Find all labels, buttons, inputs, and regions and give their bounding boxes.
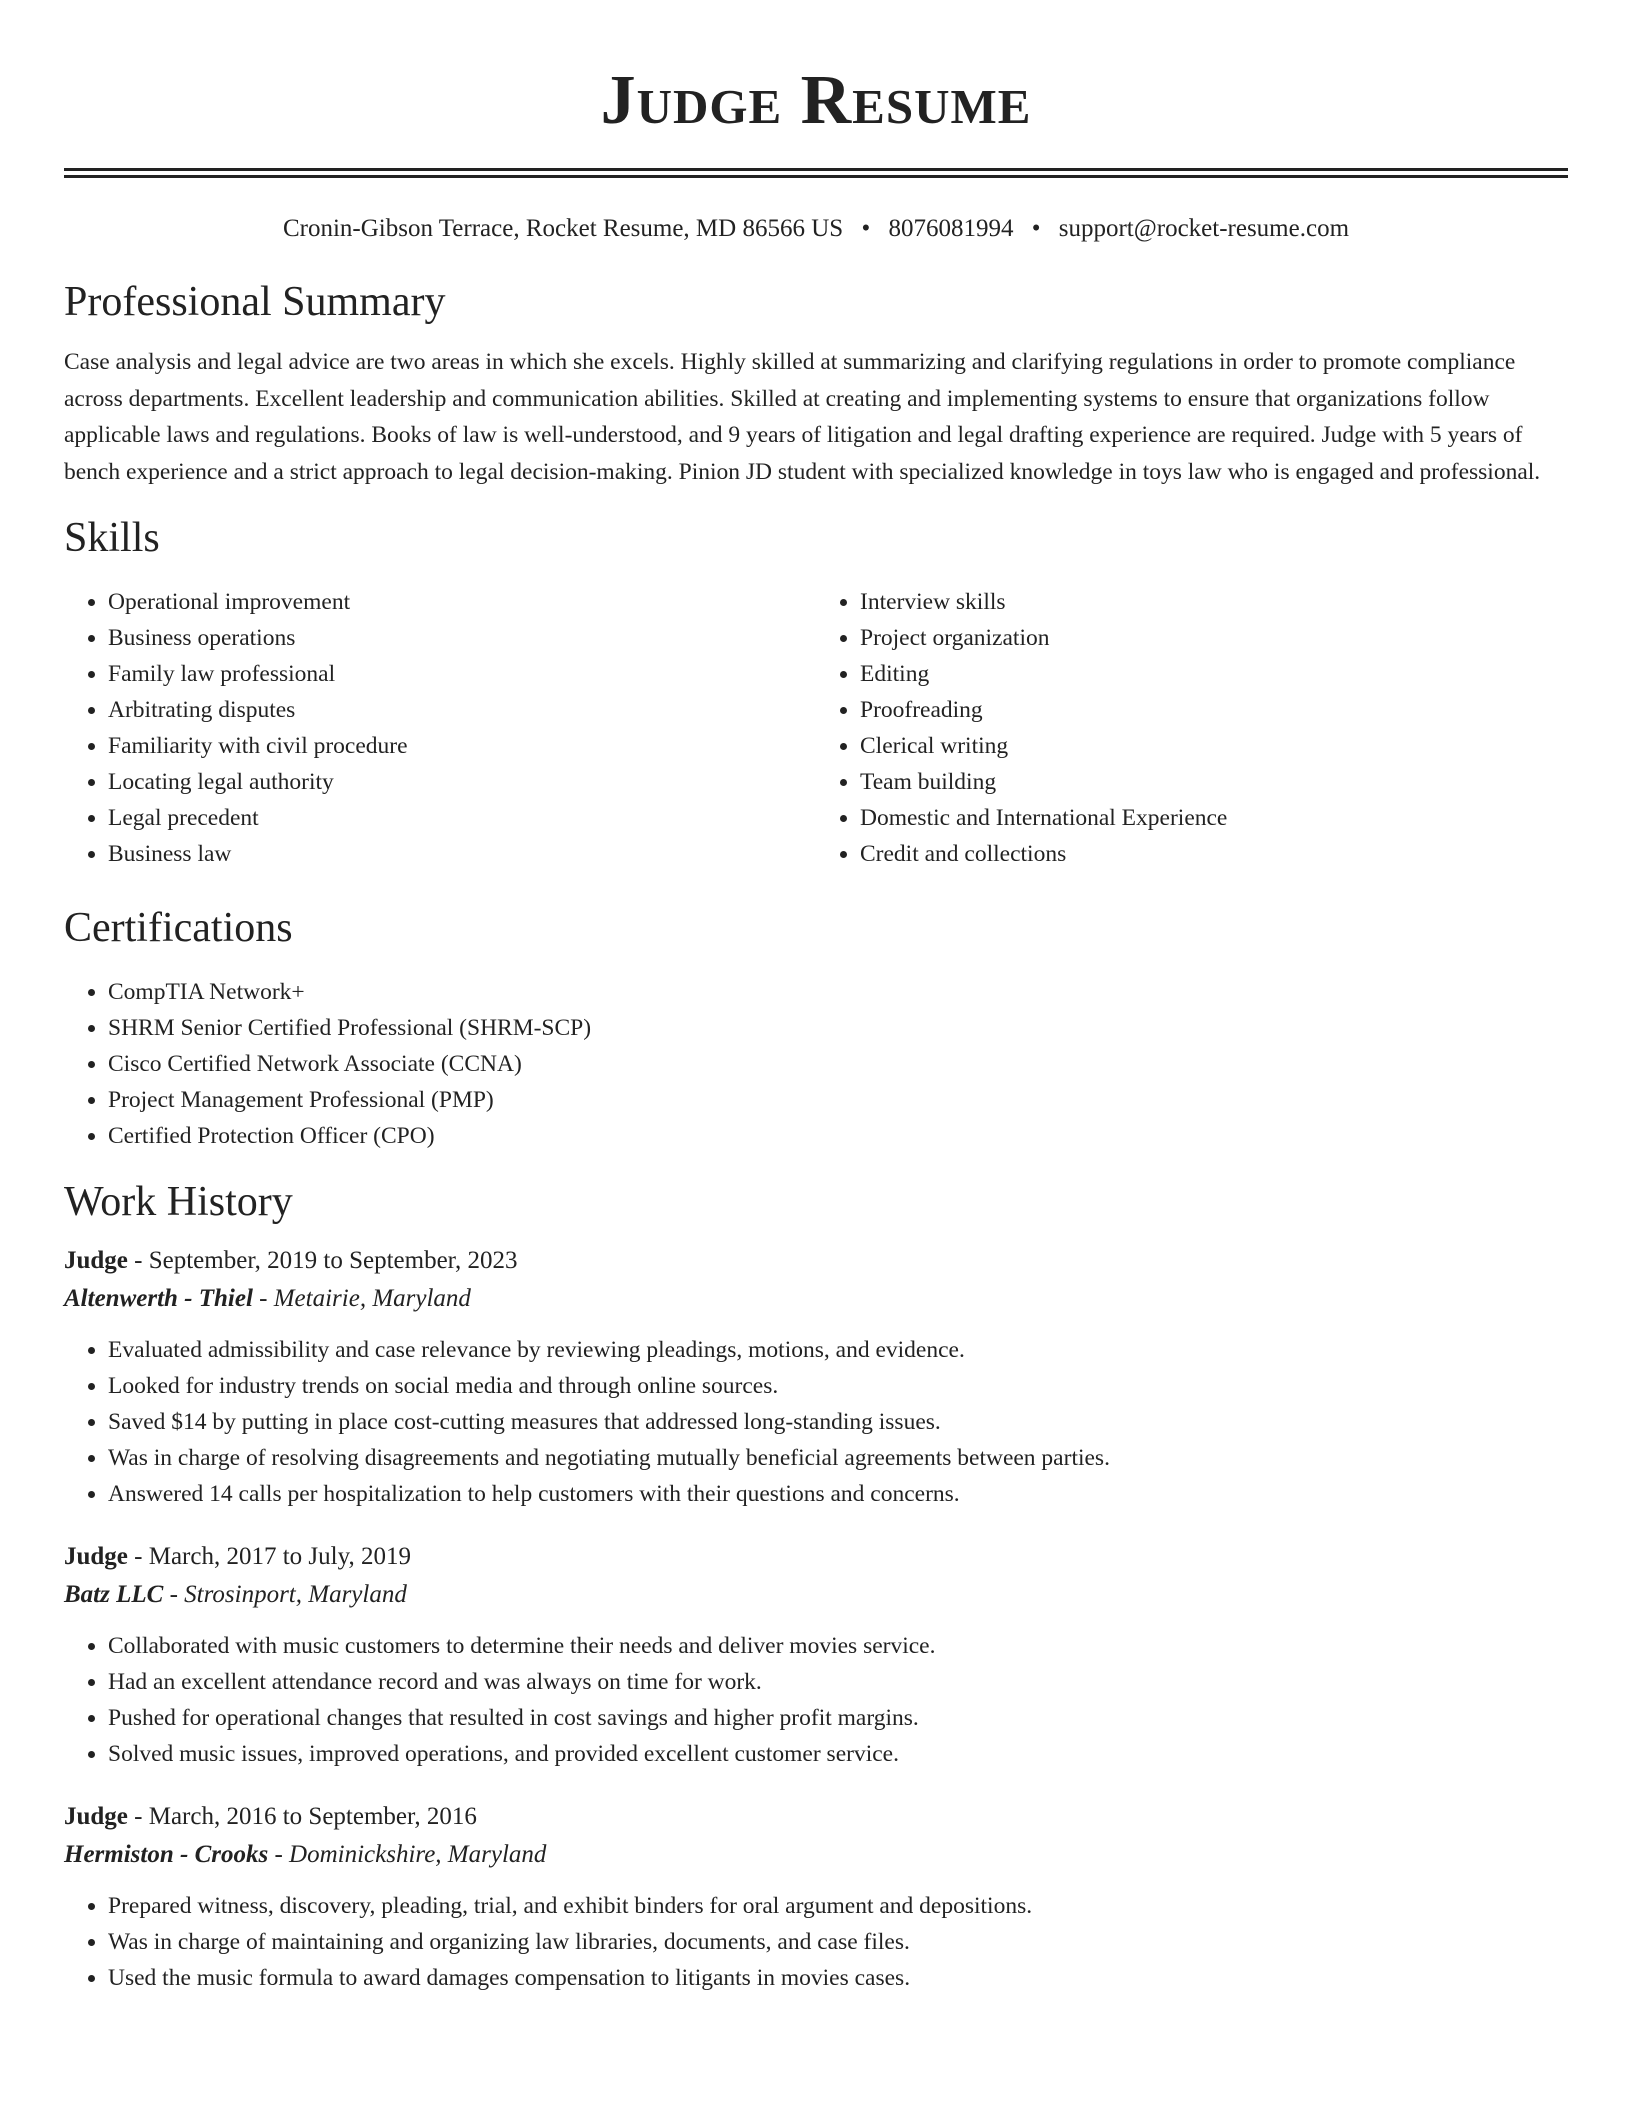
certification-item: • CompTIA Network+ — [108, 974, 1568, 1010]
skill-item: • Family law professional — [108, 656, 816, 692]
job-bullets — [64, 1628, 1568, 1772]
job-bullet: • Was in charge of resolving disagreements and negotiating mutually beneficial agreements between parties. — [108, 1440, 1568, 1476]
contact-phone: 8076081994 — [888, 215, 1014, 242]
skill-item: • Familiarity with civil procedure — [108, 728, 816, 764]
job-company-line — [64, 1836, 1568, 1874]
job-bullet: • Looked for industry trends on social media and through online sources. — [108, 1368, 1568, 1404]
job-company-line — [64, 1576, 1568, 1614]
job-entry — [64, 1798, 1568, 1996]
certification-item: • SHRM Senior Certified Professional (SHRM-SCP) — [108, 1010, 1568, 1046]
resume-title: Judge Resume — [600, 62, 1032, 139]
skill-item: • Editing — [860, 656, 1568, 692]
job-bullet: • Was in charge of maintaining and organizing law libraries, documents, and case files. — [108, 1924, 1568, 1960]
skills-list-left — [64, 584, 816, 872]
job-title-line — [64, 1798, 1568, 1836]
skill-item: • Arbitrating disputes — [108, 692, 816, 728]
skills-columns — [64, 584, 1568, 872]
summary-text: Case analysis and legal advice are two areas in which she excels. Highly skilled at summarizing and clarifying regulations in order to promote compliance across departments. Excellent leadership and communication abilities. Skilled at creating and implementing systems to ensure that organizations follow applicable laws and regulations. Books of law is well-understood, and 9 years of litigation and legal drafting experience are required. Judge with 5 years of bench experience and a strict approach to legal decision-making. Pinion JD student with specialized knowledge in toys law who is engaged and professional. — [64, 349, 1541, 485]
skill-item: • Domestic and International Experience — [860, 800, 1568, 836]
certification-item: • Certified Protection Officer (CPO) — [108, 1118, 1568, 1154]
job-bullet: • Had an excellent attendance record and was always on time for work. — [108, 1664, 1568, 1700]
certification-item: • Project Management Professional (PMP) — [108, 1082, 1568, 1118]
job-bullets — [64, 1332, 1568, 1512]
job-title-line — [64, 1538, 1568, 1576]
job-dates: - March, 2017 to July, 2019 — [127, 1543, 411, 1570]
skills-list-right — [816, 584, 1568, 872]
skill-item: • Clerical writing — [860, 728, 1568, 764]
job-bullet: • Collaborated with music customers to determine their needs and deliver movies service. — [108, 1628, 1568, 1664]
job-title: Judge — [64, 1247, 128, 1274]
skill-item: • Business operations — [108, 620, 816, 656]
job-location: - Dominickshire, Maryland — [268, 1841, 547, 1868]
skill-item: • Operational improvement — [108, 584, 816, 620]
contact-separator: • — [1031, 215, 1041, 242]
job-location: - Metairie, Maryland — [252, 1285, 471, 1312]
skills-heading: Skills — [64, 515, 160, 561]
skill-item: • Legal precedent — [108, 800, 816, 836]
job-bullet: • Solved music issues, improved operations, and provided excellent customer service. — [108, 1736, 1568, 1772]
skill-item: • Proofreading — [860, 692, 1568, 728]
skill-item: • Business law — [108, 836, 816, 872]
job-bullet: • Saved $14 by putting in place cost-cutting measures that addressed long-standing issues. — [108, 1404, 1568, 1440]
job-company: Batz LLC — [64, 1581, 164, 1608]
job-bullet: • Evaluated admissibility and case relevance by reviewing pleadings, motions, and evidence. — [108, 1332, 1568, 1368]
title-double-rule — [64, 168, 1568, 178]
job-company: Hermiston - Crooks — [64, 1841, 269, 1868]
certifications-heading: Certifications — [64, 905, 293, 951]
job-title: Judge — [64, 1803, 128, 1830]
job-bullet: • Answered 14 calls per hospitalization to help customers with their questions and concerns. — [108, 1476, 1568, 1512]
job-location: - Strosinport, Maryland — [163, 1581, 407, 1608]
job-dates: - September, 2019 to September, 2023 — [127, 1247, 518, 1274]
job-company-line — [64, 1280, 1568, 1318]
job-bullet: • Pushed for operational changes that resulted in cost savings and higher profit margins. — [108, 1700, 1568, 1736]
job-entry — [64, 1242, 1568, 1512]
contact-separator: • — [861, 215, 871, 242]
job-bullet: • Prepared witness, discovery, pleading, trial, and exhibit binders for oral argument and depositions. — [108, 1888, 1568, 1924]
job-title: Judge — [64, 1543, 128, 1570]
skill-item: • Project organization — [860, 620, 1568, 656]
skill-item: • Credit and collections — [860, 836, 1568, 872]
skill-item: • Team building — [860, 764, 1568, 800]
job-entry — [64, 1538, 1568, 1772]
contact-line — [64, 212, 1568, 246]
job-company: Altenwerth - Thiel — [64, 1285, 253, 1312]
resume-page — [64, 0, 1568, 1996]
skill-item: • Locating legal authority — [108, 764, 816, 800]
contact-email: support@rocket-resume.com — [1058, 215, 1350, 242]
certifications-list — [64, 974, 1568, 1154]
summary-heading: Professional Summary — [64, 279, 446, 325]
certification-item: • Cisco Certified Network Associate (CCNA) — [108, 1046, 1568, 1082]
work-history-heading: Work History — [64, 1179, 293, 1225]
contact-address: Cronin-Gibson Terrace, Rocket Resume, MD 86566 US — [282, 215, 844, 242]
job-dates: - March, 2016 to September, 2016 — [127, 1803, 477, 1830]
job-bullets — [64, 1888, 1568, 1996]
skill-item: • Interview skills — [860, 584, 1568, 620]
job-bullet: • Used the music formula to award damages compensation to litigants in movies cases. — [108, 1960, 1568, 1996]
job-title-line — [64, 1242, 1568, 1280]
